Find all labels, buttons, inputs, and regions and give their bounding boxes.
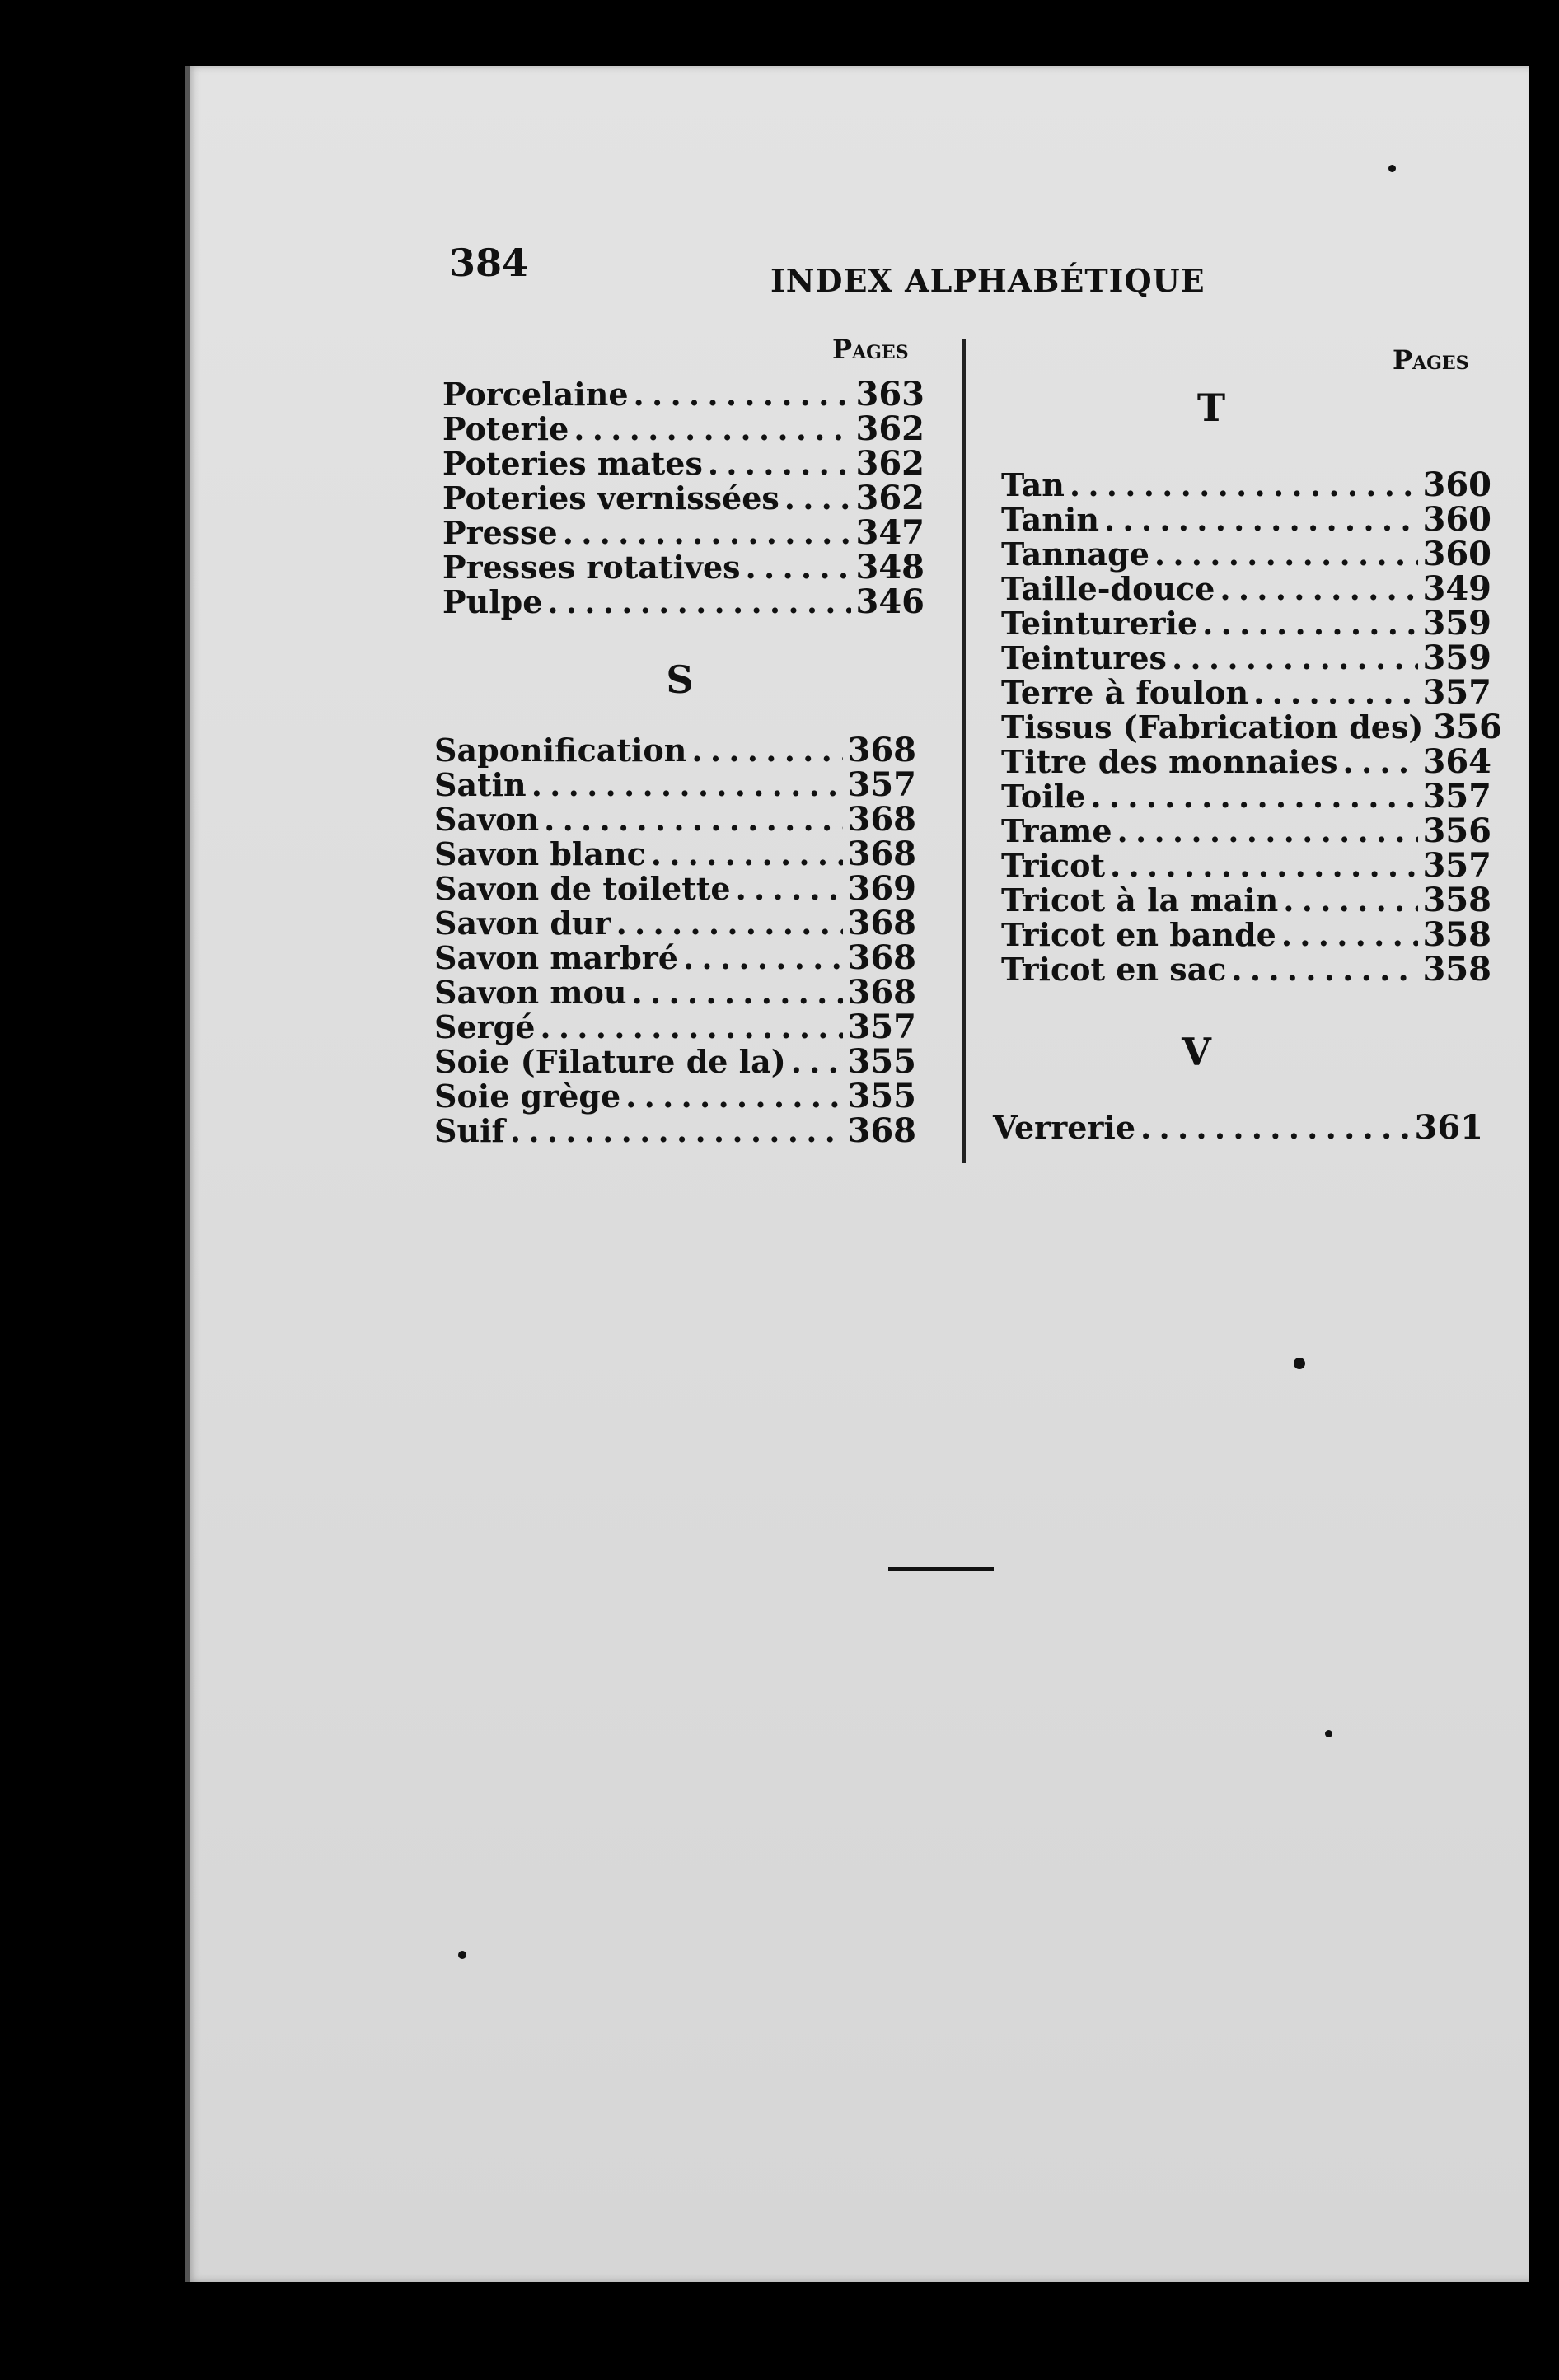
ink-speck [1294,1358,1305,1369]
index-entry [1001,952,1491,987]
index-entry [442,550,925,585]
index-term: Tan [1001,466,1065,503]
index-entry [1001,465,1491,504]
index-page: 368 [847,1111,916,1150]
index-entry [1001,708,1502,746]
index-entry [434,837,916,872]
leader-dots [510,1114,843,1148]
index-entry [1001,569,1491,608]
index-entry [442,377,925,412]
index-term: Pulpe [442,583,543,620]
index-term: Savon dur [434,905,611,942]
leader-dots [625,1079,842,1114]
index-entry [434,1042,916,1081]
leader-dots [544,802,842,837]
index-term: Poteries vernissées [442,479,780,517]
index-page: 347 [855,513,925,552]
index-term: Tricot en sac [1001,951,1227,988]
leader-dots [1343,745,1418,779]
index-term: Savon mou [434,974,627,1011]
index-entry [1001,606,1491,641]
index-page: 359 [1422,638,1491,677]
index-term: Tricot à la main [1001,881,1279,919]
leader-dots [1231,952,1417,987]
leader-dots [1117,814,1418,849]
leader-dots [1202,606,1417,641]
index-page: 364 [1422,742,1491,781]
index-page: 362 [855,479,925,517]
index-page: 362 [855,444,925,483]
index-page: 368 [847,904,916,942]
index-term: Soie grège [434,1078,621,1115]
ink-speck [458,1951,466,1959]
index-page: 368 [847,835,916,873]
index-entry [1001,500,1491,539]
index-page: 348 [855,548,925,587]
index-page: 357 [847,765,916,804]
index-term: Savon marbré [434,939,678,976]
index-page: 359 [1422,604,1491,643]
leader-dots [632,975,843,1010]
index-page: 357 [1422,673,1491,712]
index-entry [434,733,916,768]
index-entry [1001,673,1491,712]
index-page: 356 [1433,708,1502,746]
index-page: 357 [847,1008,916,1046]
index-page: 358 [1422,915,1491,954]
index-term: Presse [442,514,558,551]
index-page: 360 [1422,535,1491,573]
index-term: Savon de toilette [434,870,731,907]
index-page: 358 [1422,881,1491,919]
leader-dots [531,768,843,802]
index-entry [1001,779,1491,814]
left-pages-label: Pages [832,334,909,365]
index-page: 358 [1422,950,1491,989]
index-term: Satin [434,766,527,803]
column-divider [962,339,966,1163]
index-entry [434,802,916,837]
section-letter-t: T [1196,386,1226,430]
index-term: Verrerie [993,1109,1136,1146]
index-page: 368 [847,800,916,839]
index-term: Trame [1001,812,1112,849]
index-term: Savon blanc [434,835,646,872]
index-entry [434,906,916,941]
leader-dots [540,1010,842,1045]
index-page: 368 [847,731,916,769]
index-page: 362 [855,409,925,448]
end-rule [888,1567,994,1571]
leader-dots [1104,503,1418,537]
leader-dots [1283,883,1417,918]
leader-dots [1172,641,1418,676]
section-letter-s: S [666,657,694,702]
index-entry [442,444,925,483]
index-term: Savon [434,801,540,838]
index-entry [1001,915,1491,954]
index-page: 357 [1422,846,1491,885]
index-page: 360 [1422,465,1491,504]
index-page: 349 [1422,569,1491,608]
leader-dots [1140,1111,1409,1145]
index-term: Sergé [434,1008,536,1045]
index-entry [442,481,925,516]
index-entry [434,869,916,908]
leader-dots [683,941,843,975]
index-page: 369 [847,869,916,908]
page-edge-shadow [185,66,190,2282]
index-term: Tissus (Fabrication des) [1001,708,1424,746]
leader-dots [1090,779,1417,814]
index-term: Tanin [1001,501,1099,538]
leader-dots [1281,918,1418,952]
section-letter-v: V [1182,1030,1211,1074]
index-entry [1001,742,1491,781]
leader-dots [1253,676,1417,710]
leader-dots [784,481,851,516]
ink-speck [1388,165,1396,172]
index-entry [1001,846,1491,885]
index-term: Suif [434,1112,505,1149]
index-page: 355 [847,1077,916,1115]
index-page: 361 [1414,1108,1483,1147]
index-page: 368 [847,973,916,1012]
index-term: Toile [1001,778,1086,815]
index-term: Poterie [442,410,569,447]
leader-dots [563,516,851,550]
index-page: 357 [1422,777,1491,816]
index-entry [434,1079,916,1114]
leader-dots [1154,537,1418,572]
index-entry [434,975,916,1010]
leader-dots [1110,849,1417,883]
leader-dots [634,377,851,412]
index-term: Teinturerie [1001,605,1198,642]
leader-dots [616,906,843,941]
index-entry [1001,883,1491,918]
leader-dots [651,837,843,872]
index-term: Porcelaine [442,376,629,413]
leader-dots [1220,572,1417,606]
page-number: 384 [449,241,529,285]
index-page: 346 [855,582,925,621]
index-term: Teintures [1001,639,1167,676]
index-entry [442,513,925,552]
index-term: Tricot [1001,847,1106,884]
index-page: 356 [1422,811,1491,850]
index-term: Poteries mates [442,445,703,482]
index-page: 355 [847,1042,916,1081]
index-entry [1001,811,1491,850]
index-entry [442,409,925,448]
index-term: Terre à foulon [1001,674,1249,711]
index-entry [434,938,916,977]
ink-speck [1325,1730,1332,1737]
index-entry [1001,537,1491,572]
leader-dots [547,585,850,620]
index-page: 363 [855,375,925,414]
index-term: Titre des monnaies [1001,743,1338,780]
leader-dots [1070,468,1418,503]
index-entry [993,1108,1483,1147]
leader-dots [736,872,843,906]
index-term: Presses rotatives [442,549,741,586]
index-term: Tricot en bande [1001,916,1276,953]
index-entry [1001,638,1491,677]
leader-dots [574,412,850,447]
index-entry [442,582,925,621]
index-term: Saponification [434,732,687,769]
index-entry [434,1010,916,1045]
index-term: Soie (Filature de la) [434,1043,786,1080]
index-term: Tannage [1001,535,1149,573]
right-pages-label: Pages [1393,344,1469,376]
index-term: Taille-douce [1001,570,1215,607]
index-page: 368 [847,938,916,977]
running-title: INDEX ALPHABÉTIQUE [770,262,1206,299]
leader-dots [746,550,851,585]
leader-dots [708,447,851,481]
leader-dots [691,733,842,768]
leader-dots [791,1045,843,1079]
index-entry [434,765,916,804]
index-entry [434,1111,916,1150]
index-page: 360 [1422,500,1491,539]
